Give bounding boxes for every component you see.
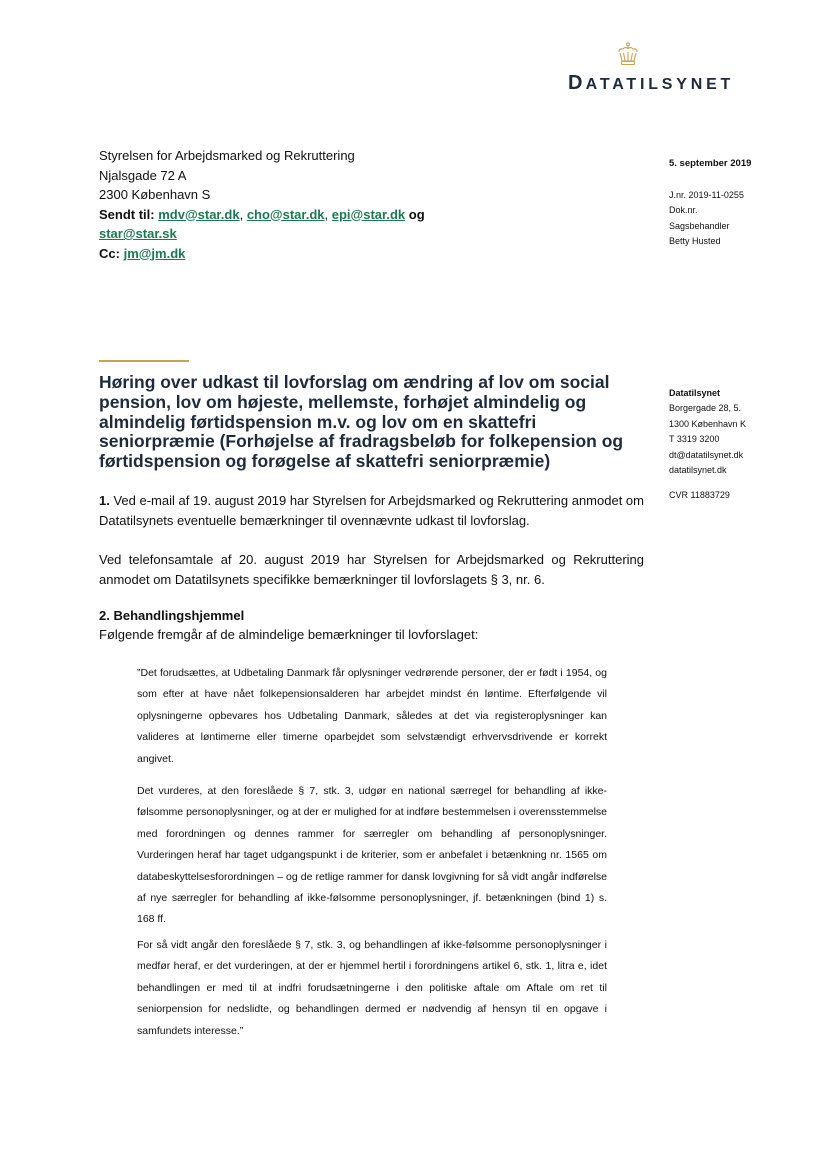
- email-link[interactable]: cho@star.dk: [246, 206, 325, 222]
- handler-name: Betty Husted: [669, 236, 721, 247]
- logo-wordmark: DATATILSYNET: [568, 72, 735, 94]
- org-phone: T 3319 3200: [669, 434, 720, 445]
- journal-number: J.nr. 2019-11-0255: [669, 190, 744, 200]
- datatilsynet-logo: [568, 42, 768, 92]
- cc-label: Cc:: [99, 245, 120, 261]
- org-name: Datatilsynet: [669, 388, 721, 398]
- document-number: Dok.nr.: [669, 205, 698, 216]
- document-title: Høring over udkast til lovforslag om ændring af lov om social pension, lov om højeste, mellemste, forhøjet almindelig og almindelig førtidspension m.v. og lov om en skattefri seniorpræmie (Forhøjelse af fradragsbeløb for folkepension og førtidspension og forøgelse af skattefri seniorpræmie): [99, 372, 624, 472]
- cvr-number: CVR 11883729: [669, 490, 730, 500]
- handler-label: Sagsbehandler: [669, 220, 730, 231]
- cc-email-link[interactable]: jm@jm.dk: [123, 245, 186, 261]
- email-link[interactable]: star@star.sk: [99, 226, 177, 241]
- org-website[interactable]: datatilsynet.dk: [669, 465, 727, 476]
- quote-paragraph-2: Det vurderes, at den foreslåede § 7, stk. 3, udgør en national særregel for behandling af ikke-følsomme personoplysninger, og at der er mulighed for at indføre bestemmelsen i overensstemmelse med forordningen og dennes rammer for særregler om behandling af personoplysninger. Vurderingen heraf har taget udgangspunkt i de kriterier, som er anbefalet i betænkning nr. 1565 om databeskyttelsesforordningen – og de retlige rammer for dansk lovgivning for så vidt angår indførelse af nye særregler for behandling af ikke-følsomme personoplysninger, jf. betænkningen (bind 1) s. 168 ff.: [137, 785, 607, 926]
- sent-to-label: Sendt til:: [99, 206, 155, 222]
- comma-separator: ,: [324, 206, 329, 222]
- quote-paragraph-3: For så vidt angår den foreslåede § 7, stk. 3, og behandlingen af ikke-følsomme personoplysninger i medfør heraf, er det vurderingen, at der er hjemmel hertil i forordningens artikel 6, stk. 1, litra e, idet behandlingen er med til at indfri forudsætningerne i den politiske aftale om Aftale om ret til seniorpension for nedslidte, og behandlingen dermed er nødvendig af hensyn til en opgave i samfundets interesse.”: [137, 939, 607, 1037]
- crown-icon: [616, 42, 640, 68]
- email-link[interactable]: mdv@star.dk: [158, 206, 240, 222]
- recipient-name: Styrelsen for Arbejdsmarked og Rekruttering: [99, 148, 355, 163]
- org-email[interactable]: dt@datatilsynet.dk: [669, 449, 744, 460]
- and-separator: og: [408, 206, 425, 222]
- paragraph-3: Følgende fremgår af de almindelige bemærkninger til lovforslaget:: [99, 627, 479, 642]
- quote-paragraph-1: ”Det forudsættes, at Udbetaling Danmark får oplysninger vedrørende personer, der er født i 1954, og som efter at have nået folkepensionsalderen har arbejdet mindst én løntime. Efterfølgende vil oplysningerne opbevares hos Udbetaling Danmark, således at det via registeroplysninger kan valideres at løntimerne eller timerne oparbejdet som selvstændigt erhvervsdrivende er korrekt angivet.: [137, 667, 607, 765]
- org-city: 1300 København K: [669, 418, 747, 429]
- letter-date: 5. september 2019: [669, 158, 752, 169]
- case-reference: [669, 188, 744, 250]
- recipient-block: [99, 146, 519, 263]
- section-number: 1.: [99, 493, 110, 508]
- org-street: Borgergade 28, 5.: [669, 403, 742, 414]
- paragraph-2: Ved telefonsamtale af 20. august 2019 har Styrelsen for Arbejdsmarked og Rekruttering anmodet om Datatilsynets specifikke bemærkninger til lovforslagets § 3, nr. 6.: [99, 552, 644, 587]
- comma-separator: ,: [239, 206, 244, 222]
- section-heading: 2. Behandlingshjemmel: [99, 608, 245, 623]
- sender-contact: [669, 386, 746, 478]
- cc-line: [99, 244, 519, 264]
- email-link[interactable]: epi@star.dk: [331, 206, 406, 222]
- sent-to-line: [99, 205, 519, 225]
- recipient-street: Njalsgade 72 A: [99, 167, 187, 183]
- recipient-city: 2300 København S: [99, 187, 211, 202]
- accent-divider: [99, 360, 189, 362]
- paragraph-1-text: Ved e-mail af 19. august 2019 har Styrelsen for Arbejdsmarked og Rekruttering anmodet om Datatilsynets eventuelle bemærkninger til ovennævnte udkast til lovforslag.: [99, 493, 644, 528]
- paragraph-1: [99, 491, 644, 531]
